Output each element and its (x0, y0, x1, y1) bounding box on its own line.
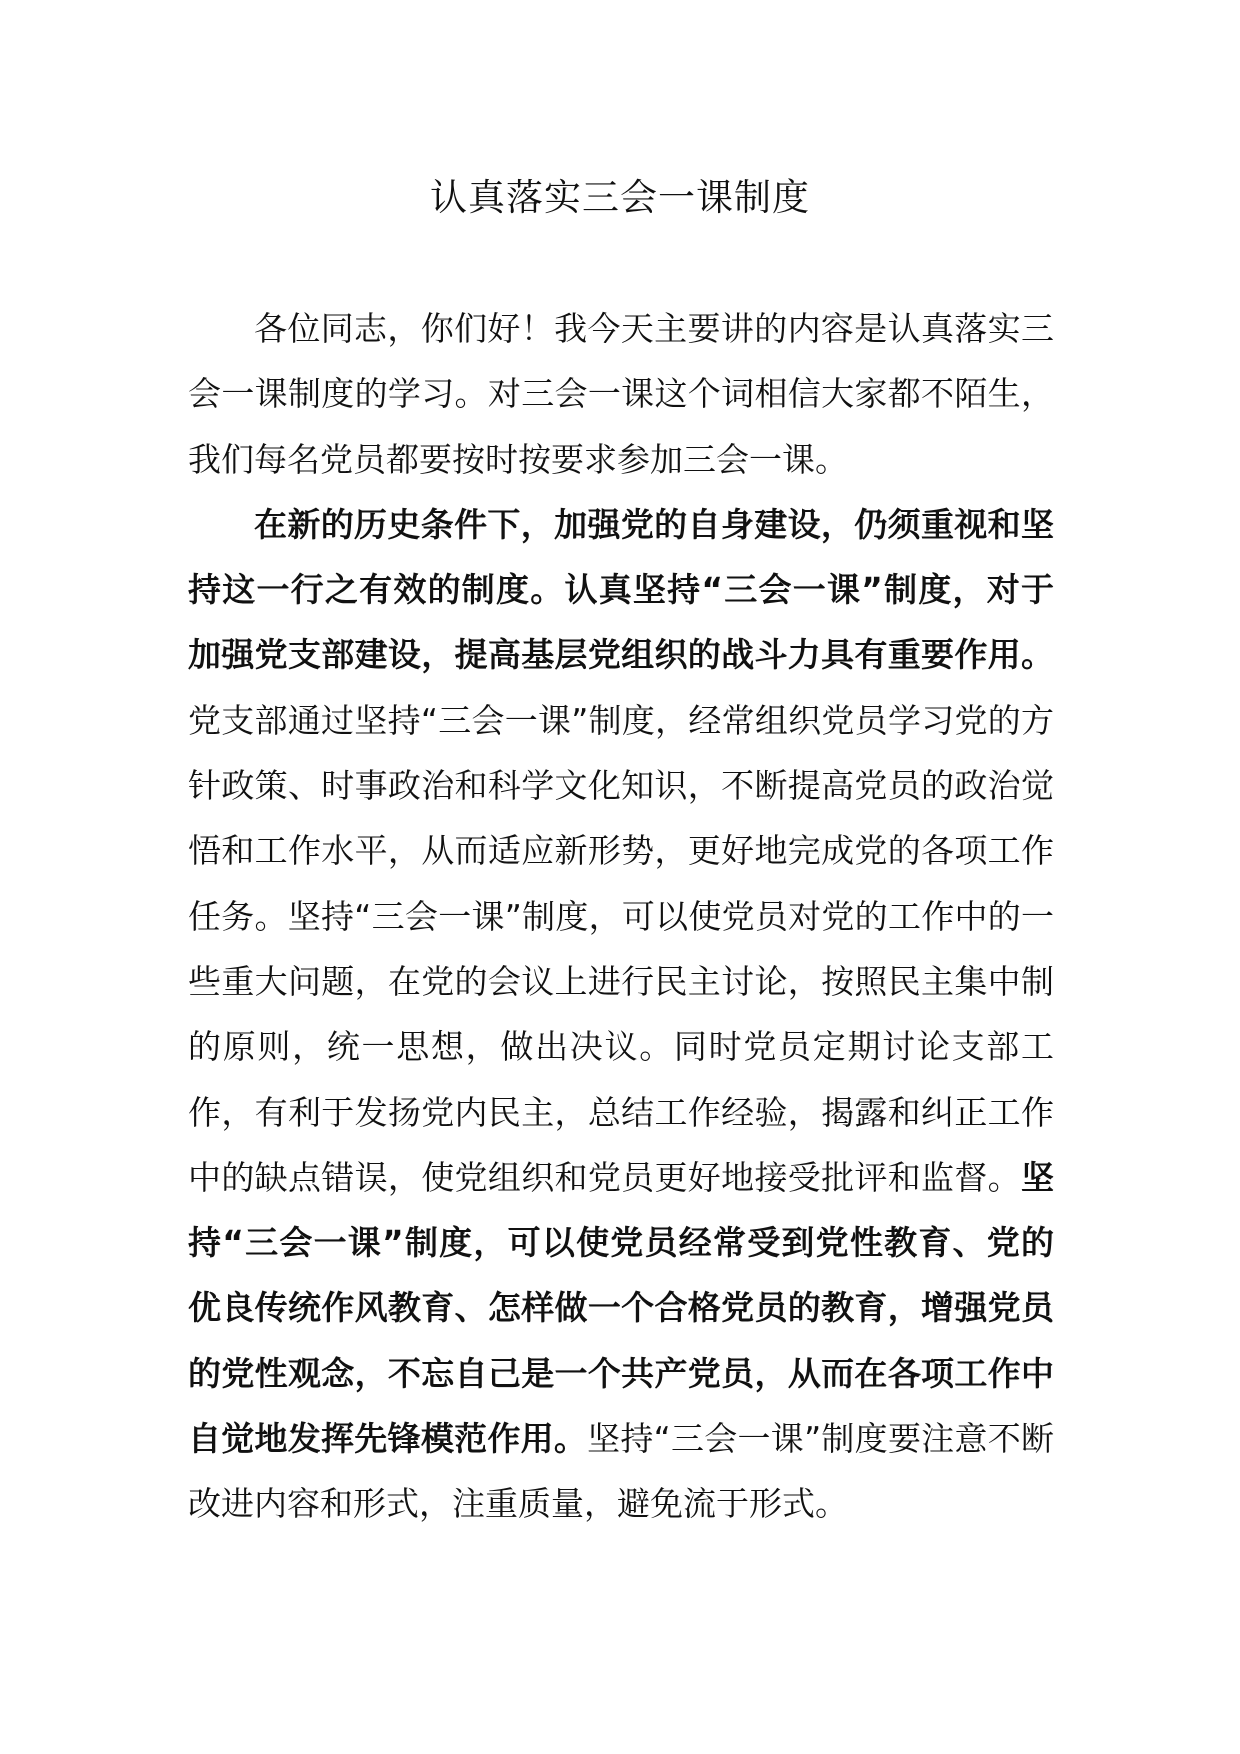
paragraph-2-normal-2: 坚持“三会一课”制度要注意不断改进内容和形式，注重质量，避免流于形式。 (188, 1419, 1054, 1524)
paragraph-2-normal-1: 党支部通过坚持“三会一课”制度，经常组织党员学习党的方针政策、时事政治和科学文化知识，不断提高党员的政治觉悟和工作水平，从而适应新形势，更好地完成党的各项工作任务。坚持“三会一课”制度，可以使党员对党的工作中的一些重大问题，在党的会议上进行民主讨论，按照民主集中制的原则，统一思想，做出决议。同时党员定期讨论支部工作，有利于发扬党内民主，总结工作经验，揭露和纠正工作中的缺点错误，使党组织和党员更好地接受批评和监督。 (188, 700, 1054, 1197)
paragraph-2-bold-2: 坚持“三会一课”制度，可以使党员经常受到党性教育、党的优良传统作风教育、怎样做一个合格党员的教育，增强党员的党性观念，不忘自己是一个共产党员，从而在各项工作中自觉地发挥先锋模范作用。 (188, 1157, 1054, 1459)
paragraph-2-bold-1: 在新的历史条件下，加强党的自身建设，仍须重视和坚持这一行之有效的制度。认真坚持“三会一课”制度，对于加强党支部建设，提高基层党组织的战斗力具有重要作用。 (188, 504, 1054, 675)
paragraph-2 (188, 492, 1054, 1537)
paragraph-1 (188, 296, 1054, 492)
paragraph-1-text: 各位同志，你们好！我今天主要讲的内容是认真落实三会一课制度的学习。对三会一课这个词相信大家都不陌生，我们每名党员都要按时按要求参加三会一课。 (188, 309, 1054, 479)
document-title: 认真落实三会一课制度 (430, 176, 810, 219)
document-body (188, 296, 1054, 1537)
